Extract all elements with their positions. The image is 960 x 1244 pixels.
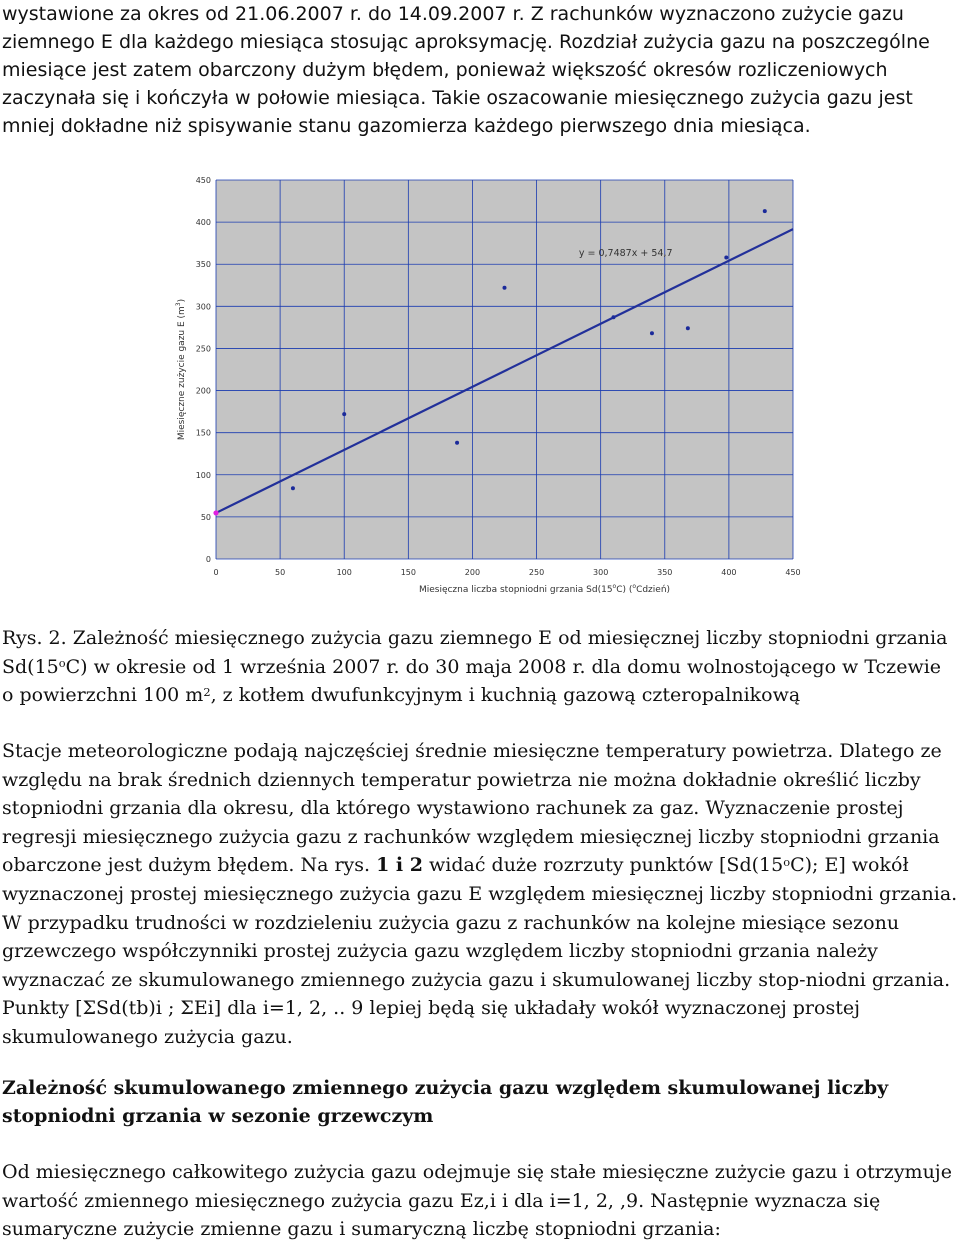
- body-bold-figure-ref: 1 i 2: [376, 854, 423, 877]
- data-point: [763, 209, 767, 213]
- regression-equation: y = 0,7487x + 54,7: [578, 247, 673, 259]
- intro-paragraph: wystawione za okres od 21.06.2007 r. do 14.09.2007 r. Z rachunków wyznaczono zużycie gazu ziemnego E dla każdego miesiąca stosując aproksymację. Rozdział zużycia gazu na poszczególne miesiące jest zatem obarczony dużym błędem, ponieważ większość okresów rozliczeniowych zaczynała się i kończyła w połowie miesiąca. Takie oszacowanie miesięcznego zużycia gazu jest mniej dokładne niż spisywanie stanu gazomierza każdego pierwszego dnia miesiąca.: [2, 3, 930, 137]
- x-tick-label: 150: [400, 568, 416, 577]
- x-tick-label: 300: [593, 568, 609, 577]
- x-tick-label: 350: [657, 568, 673, 577]
- figure-caption: [2, 624, 958, 710]
- y-tick-label: 150: [195, 428, 211, 438]
- data-point: [611, 315, 615, 319]
- data-point: [455, 441, 459, 445]
- section-heading: Zależność skumulowanego zmiennego zużycia gazu względem skumulowanej liczby stopniodni grzania w sezonie grzewczym: [2, 1077, 889, 1127]
- x-tick-label: 250: [528, 568, 545, 577]
- regression-chart: [168, 168, 808, 598]
- intercept-point: [213, 510, 218, 515]
- x-tick-label: 0: [213, 568, 219, 577]
- body-text-2: widać duże rozrzuty punktów [Sd(15: [422, 854, 784, 877]
- x-tick-label: 400: [721, 568, 737, 577]
- y-tick-label: 50: [200, 512, 211, 522]
- plot-area: [216, 180, 793, 559]
- y-tick-labels: [196, 176, 211, 564]
- body-paragraph: [2, 737, 958, 1052]
- x-tick-label: 200: [464, 568, 481, 577]
- y-tick-label: 300: [195, 302, 211, 312]
- caption-text-1: Rys. 2. Zależność miesięcznego zużycia gazu ziemnego E od miesięcznej liczby stopniodni grzania Sd(15: [2, 627, 948, 678]
- y-tick-label: 200: [195, 386, 211, 396]
- data-point: [342, 412, 346, 416]
- y-tick-label: 400: [195, 218, 211, 228]
- body-text-3: C); E] wokół wyznaczonej prostej miesięcznego zużycia gazu E względem miesięcznej liczby stopniodni grzania. W przypadku trudności w rozdzieleniu zużycia gazu z rachunków na kolejne miesiące sezonu grzewczego współczynniki prostej zużycia gazu względem liczby stopniodni grzania należy wyznaczać ze skumulowanego zmiennego zużycia gazu i skumulowanej liczby stop-niodni grzania. Punkty [ΣSd(tb)i ; ΣEi] dla i=1, 2, .. 9 lepiej będą się układały wokół wyznaczonej prostej skumulowanego zużycia gazu.: [2, 854, 958, 1048]
- y-axis-label: Miesięczne zużycie gazu E $(m^3)$: [175, 298, 187, 441]
- x-axis-label: Miesięczna liczba stopniodni grzania Sd(15$^o$C) ($^o$Cdzień): [418, 583, 671, 595]
- data-point: [686, 326, 690, 330]
- data-point: [724, 255, 728, 259]
- x-tick-label: 450: [785, 568, 801, 577]
- caption-text-3: , z kotłem dwufunkcyjnym i kuchnią gazową czteropalnikową: [210, 684, 801, 707]
- x-tick-label: 50: [275, 568, 286, 577]
- body-text-1: Stacje meteorologiczne podają najczęściej średnie miesięczne temperatury powietrza. Dlatego ze względu na brak średnich dziennych temperatur powietrza nie można dokładnie określić liczby stopniodni grzania dla okresu, dla którego wystawiono rachunek za gaz. Wyznaczenie prostej regresji miesięcznego zużycia gazu z rachunków względem miesięcznej liczby stopniodni grzania obarczone jest dużym błędem. Na rys.: [2, 740, 942, 877]
- data-point: [291, 486, 295, 490]
- caption-text-2: C) w okresie od 1 września 2007 r. do 30 maja 2008 r. dla domu wolnostojącego w Tczewie o powierzchni 100 m: [2, 655, 942, 707]
- x-tick-label: 100: [336, 568, 352, 577]
- outro-paragraph: Od miesięcznego całkowitego zużycia gazu odejmuje się stałe miesięczne zużycie gazu i otrzymuje wartość zmiennego miesięcznego zużycia gazu Ez,i i dla i=1, 2, ,9. Następnie wyznacza się sumaryczne zużycie zmienne gazu i sumaryczną liczbę stopniodni grzania:: [2, 1161, 952, 1241]
- data-point: [503, 286, 507, 290]
- caption-sup-1: o: [58, 655, 66, 670]
- x-tick-labels: [213, 568, 800, 577]
- y-tick-label: 350: [195, 260, 211, 270]
- chart-svg: [168, 168, 808, 598]
- y-tick-label: 100: [195, 470, 211, 480]
- y-tick-label: 0: [205, 555, 211, 564]
- caption-sup-2: 2: [203, 684, 211, 699]
- y-tick-label: 250: [195, 344, 211, 354]
- data-point: [650, 331, 654, 335]
- y-tick-label: 450: [195, 176, 211, 185]
- body-sup: o: [783, 854, 791, 869]
